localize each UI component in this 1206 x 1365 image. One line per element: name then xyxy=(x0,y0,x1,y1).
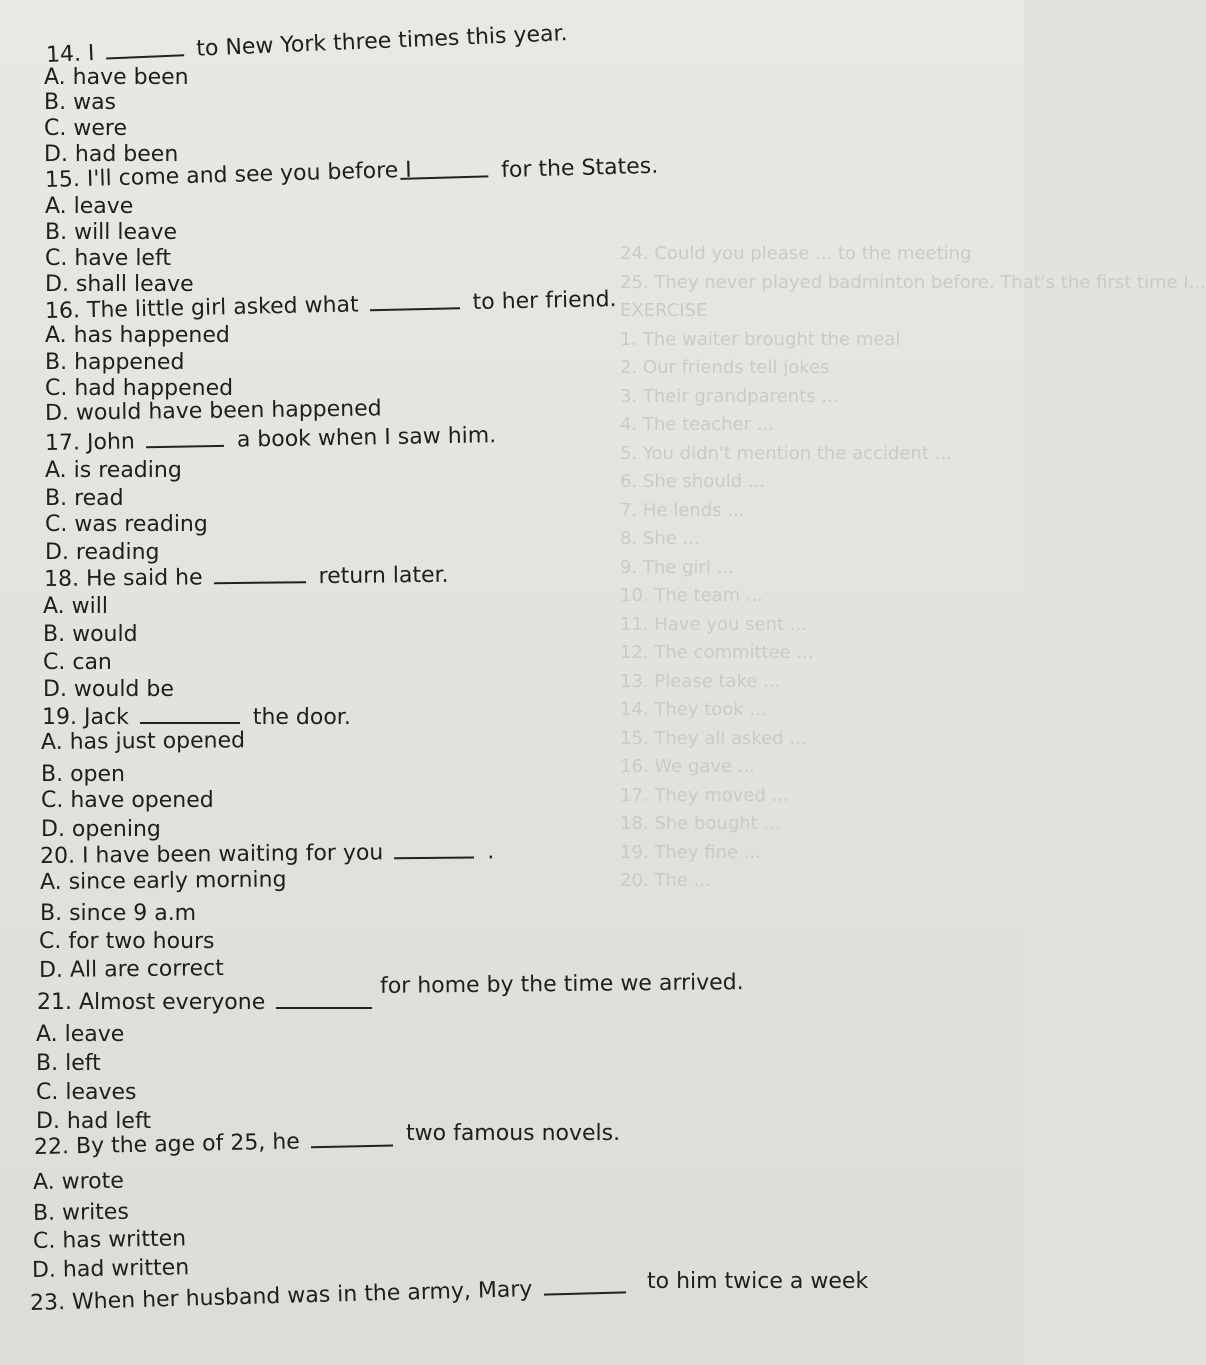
question-19-stem xyxy=(42,704,351,729)
option-b: B. left xyxy=(36,1051,101,1076)
stem-before-blank: The little girl asked what xyxy=(86,292,359,324)
option-d: D. reading xyxy=(45,540,160,565)
stem-after-blank: a book when I saw him. xyxy=(236,423,497,453)
option-d: D. would have been happened xyxy=(44,396,382,426)
question-18-stem xyxy=(44,562,449,591)
option-a: A. leave xyxy=(45,194,134,219)
answer-blank xyxy=(543,1273,626,1295)
question-17-stem xyxy=(45,422,497,455)
option-d: D. shall leave xyxy=(45,272,194,297)
bleed-line: 14. They took ... xyxy=(620,699,767,720)
stem-before-blank: When her husband was in the army, Mary xyxy=(71,1276,533,1315)
option-a: A. has just opened xyxy=(40,728,246,755)
option-d: D. had been xyxy=(44,142,179,167)
option-d: D. had left xyxy=(36,1109,151,1134)
stem-after-blank: for the States. xyxy=(500,153,659,184)
stem-after-blank: to New York three times this year. xyxy=(195,21,568,62)
option-b: B. read xyxy=(45,486,124,511)
option-b: B. will leave xyxy=(45,220,178,245)
question-number: 22. xyxy=(33,1134,70,1160)
bleed-line: 9. The girl ... xyxy=(620,556,734,578)
bleed-line: 13. Please take ... xyxy=(620,670,781,692)
stem-after-blank: two famous novels. xyxy=(406,1121,621,1146)
question-14-stem xyxy=(45,20,567,67)
question-number: 19. xyxy=(42,705,77,730)
stem-before-blank: Almost everyone xyxy=(79,990,266,1015)
question-21-stem xyxy=(37,989,378,1014)
stem-before-blank: He said he xyxy=(85,565,203,592)
option-a: A. leave xyxy=(36,1022,125,1047)
question-number: 23. xyxy=(29,1290,66,1316)
bleed-line: 12. The committee ... xyxy=(620,642,814,663)
option-c: C. have opened xyxy=(41,788,214,813)
option-d: D. opening xyxy=(41,817,161,842)
bleed-line: 19. They fine ... xyxy=(620,841,761,863)
answer-blank xyxy=(394,838,474,859)
option-c: C. was reading xyxy=(45,512,208,537)
stem-before-blank: I'll come and see you before I xyxy=(86,157,413,192)
answer-blank xyxy=(276,989,372,1009)
question-number: 16. xyxy=(44,298,81,324)
answer-blank xyxy=(400,157,489,179)
option-c: C. have left xyxy=(45,246,171,271)
answer-blank xyxy=(105,36,184,59)
answer-blank xyxy=(140,704,240,724)
bleed-line: 3. Their grandparents ... xyxy=(620,385,839,407)
answer-blank xyxy=(369,289,459,311)
bleed-through-text xyxy=(620,240,1206,896)
stem-after-blank: . xyxy=(487,839,495,865)
bleed-line: 2. Our friends tell jokes xyxy=(620,357,830,378)
option-a: A. will xyxy=(43,594,108,619)
option-b: B. happened xyxy=(45,350,185,375)
option-a: A. since early morning xyxy=(39,867,287,895)
option-d: D. would be xyxy=(43,677,174,702)
bleed-line: 16. We gave ... xyxy=(620,756,755,777)
question-15-blank-row xyxy=(395,137,658,185)
bleed-line: 15. They all asked ... xyxy=(620,727,807,749)
bleed-line: 8. She ... xyxy=(620,528,700,549)
option-c: C. has written xyxy=(32,1226,187,1254)
option-b: B. open xyxy=(41,762,125,787)
bleed-line: 6. She should ... xyxy=(620,471,766,492)
question-number: 21. xyxy=(37,990,72,1015)
stem-after-blank: to him twice a week xyxy=(647,1269,869,1294)
option-c: C. leaves xyxy=(36,1080,137,1105)
answer-blank xyxy=(213,563,305,584)
stem-before-blank: John xyxy=(86,429,136,456)
bleed-line: EXERCISE xyxy=(620,300,708,321)
option-c: C. had happened xyxy=(45,376,234,401)
option-b: B. would xyxy=(43,622,138,647)
bleed-line: 4. The teacher ... xyxy=(620,414,774,435)
bleed-line: 20. The ... xyxy=(620,870,711,891)
bleed-line: 1. The waiter brought the meal xyxy=(620,328,901,350)
question-20-stem xyxy=(40,838,495,868)
question-number: 17. xyxy=(44,430,81,456)
bleed-line: 7. He lends ... xyxy=(620,499,745,521)
stem-before-blank: By the age of 25, he xyxy=(75,1129,301,1160)
stem-after-blank: return later. xyxy=(318,562,449,590)
stem-before-blank: I xyxy=(87,40,96,67)
bleed-line: 5. You didn't mention the accident ... xyxy=(620,442,952,464)
bleed-line: 25. They never played badminton before. That's the first time I... xyxy=(620,271,1206,293)
option-a: A. wrote xyxy=(32,1168,124,1195)
stem-before-blank: Jack xyxy=(84,705,129,730)
stem-after-blank: for home by the time we arrived. xyxy=(379,970,744,999)
question-number: 20. xyxy=(39,843,76,869)
bleed-line: 11. Have you sent ... xyxy=(620,613,807,635)
bleed-line: 18. She bought ... xyxy=(620,813,781,834)
question-number: 15. xyxy=(44,167,81,193)
question-number: 14. xyxy=(45,41,82,68)
option-c: C. were xyxy=(44,116,127,141)
bleed-line: 10. The team ... xyxy=(620,585,764,606)
option-c: C. for two hours xyxy=(39,929,215,954)
option-a: A. is reading xyxy=(45,458,182,483)
question-number: 18. xyxy=(43,566,80,592)
option-a: A. have been xyxy=(44,65,189,90)
option-d: D. had written xyxy=(31,1255,190,1283)
option-d: D. All are correct xyxy=(38,956,224,983)
stem-after-blank: the door. xyxy=(252,705,351,730)
answer-blank xyxy=(146,427,224,448)
bleed-line: 24. Could you please ... to the meeting xyxy=(620,243,972,264)
option-b: B. since 9 a.m xyxy=(40,901,197,926)
option-b: B. writes xyxy=(32,1199,130,1226)
option-a: A. has happened xyxy=(45,323,230,348)
option-c: C. can xyxy=(43,650,112,675)
option-b: B. was xyxy=(44,90,117,115)
answer-blank xyxy=(311,1126,393,1148)
stem-after-blank: to her friend. xyxy=(472,287,617,316)
stem-before-blank: I have been waiting for you xyxy=(81,840,384,869)
bleed-line: 17. They moved ... xyxy=(620,784,789,806)
